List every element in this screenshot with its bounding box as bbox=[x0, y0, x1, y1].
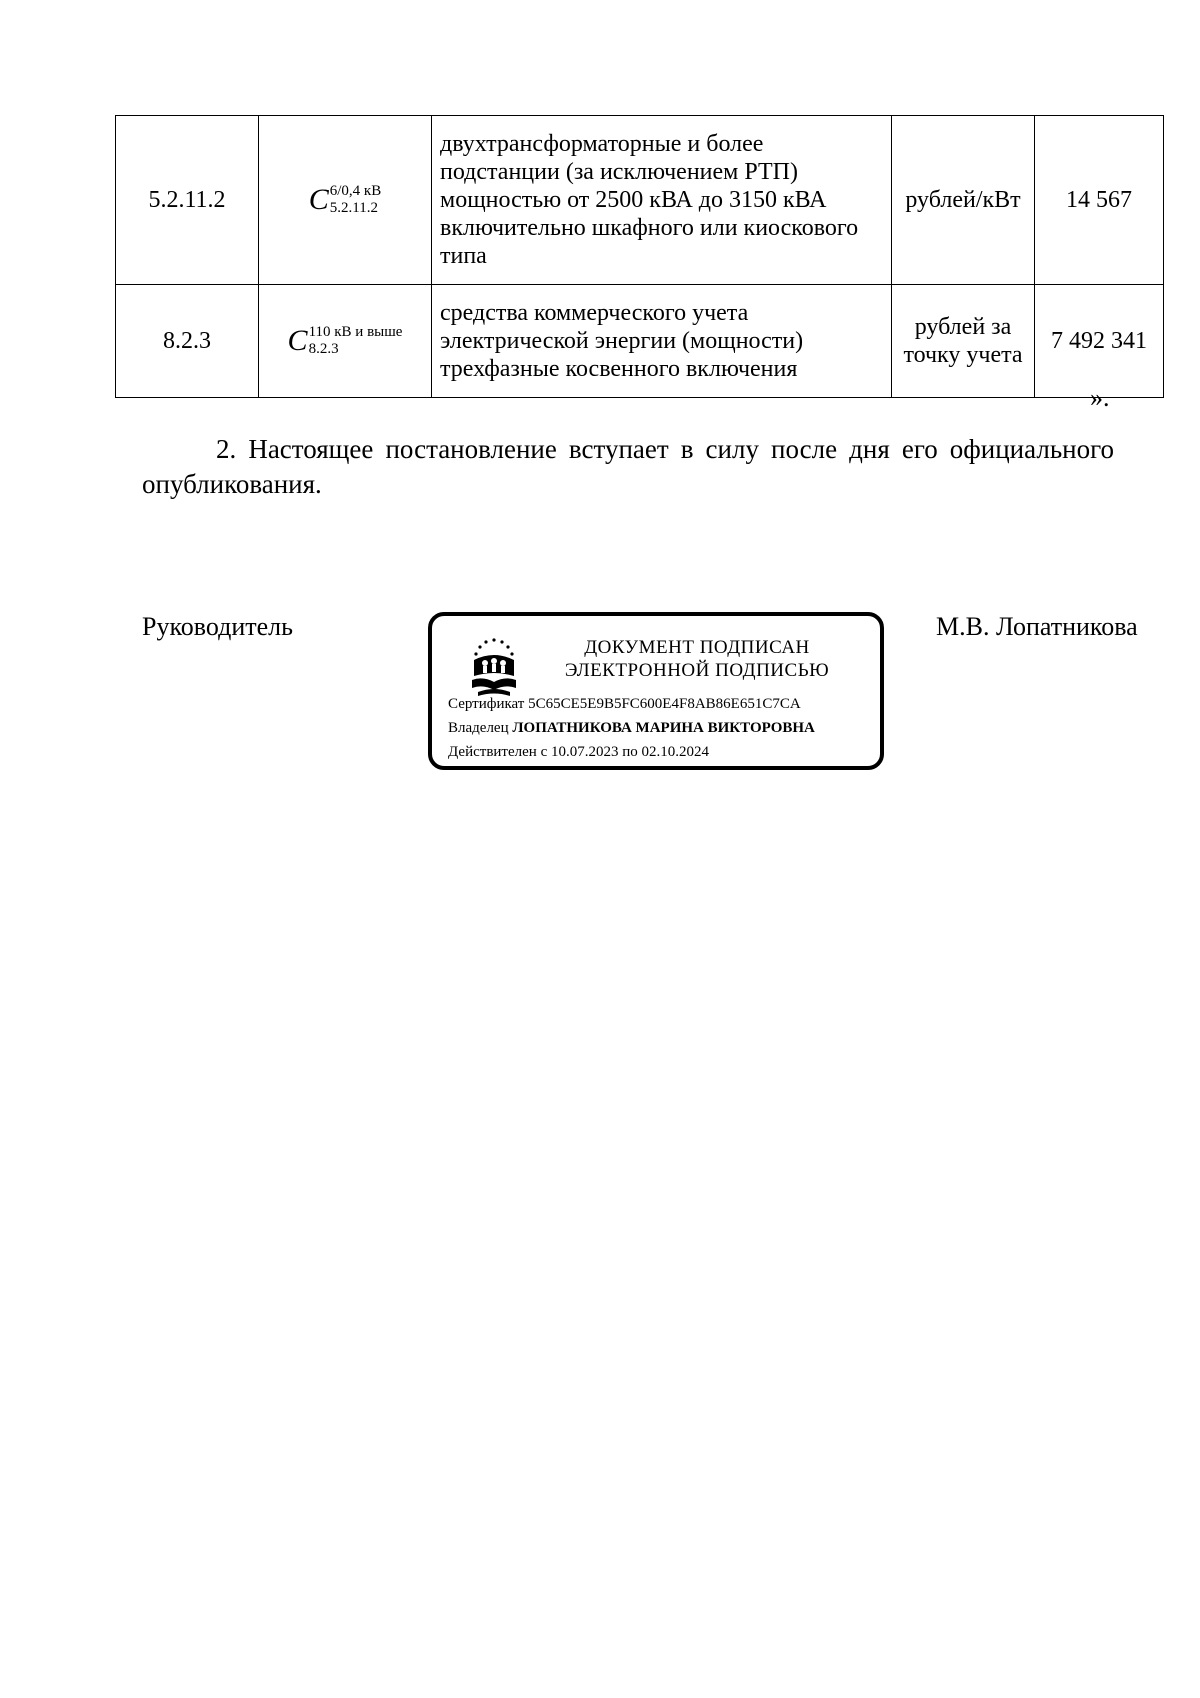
coat-of-arms-icon bbox=[468, 636, 520, 700]
valid-label: Действителен bbox=[448, 744, 537, 760]
symbol-superscript: 6/0,4 кВ bbox=[329, 183, 382, 199]
owner-value: ЛОПАТНИКОВА МАРИНА ВИКТОРОВНА bbox=[512, 720, 815, 736]
valid-from: 10.07.2023 bbox=[550, 744, 619, 760]
row-unit: рублей/кВт bbox=[892, 116, 1035, 285]
table-row bbox=[116, 116, 1164, 285]
valid-to-label: по bbox=[622, 744, 638, 760]
stamp-owner-line bbox=[448, 720, 815, 737]
valid-to: 02.10.2024 bbox=[641, 744, 710, 760]
stamp-certificate-line bbox=[448, 696, 801, 713]
owner-label: Владелец bbox=[448, 720, 509, 736]
symbol-letter: C bbox=[308, 183, 329, 216]
closing-quote: ». bbox=[1090, 383, 1110, 412]
tariff-table bbox=[115, 115, 1164, 398]
electronic-signature-stamp bbox=[428, 612, 884, 770]
signer-role: Руководитель bbox=[142, 612, 293, 641]
symbol-subscript: 8.2.3 bbox=[308, 341, 339, 357]
stamp-title bbox=[542, 636, 852, 682]
row-unit: рублей за точку учета bbox=[892, 285, 1035, 398]
rate-symbol bbox=[288, 324, 403, 358]
rate-symbol bbox=[309, 183, 381, 217]
stamp-title-line: ДОКУМЕНТ ПОДПИСАН bbox=[584, 637, 810, 658]
stamp-title-line: ЭЛЕКТРОННОЙ ПОДПИСЬЮ bbox=[564, 660, 830, 681]
row-number: 5.2.11.2 bbox=[116, 116, 259, 285]
row-description: средства коммерческого учета электрической энергии (мощности) трехфазные косвенного включения bbox=[432, 285, 892, 398]
resolution-paragraph: 2. Настоящее постановление вступает в силу после дня его официального опубликования. bbox=[142, 434, 1114, 499]
row-value: 7 492 341 bbox=[1035, 285, 1164, 398]
certificate-label: Сертификат bbox=[448, 696, 525, 712]
rate-symbol-cell bbox=[259, 116, 432, 285]
row-number: 8.2.3 bbox=[116, 285, 259, 398]
certificate-value: 5C65CE5E9B5FC600E4F8AB86E651C7CA bbox=[528, 696, 801, 712]
symbol-subscript: 5.2.11.2 bbox=[329, 200, 378, 216]
row-description: двухтрансформаторные и более подстанции (за исключением РТП) мощностью от 2500 кВА до 3150 кВА включительно шкафного или киоскового типа bbox=[432, 116, 892, 285]
symbol-superscript: 110 кВ и выше bbox=[308, 324, 403, 340]
valid-from-label: с bbox=[540, 744, 548, 760]
table-row bbox=[116, 285, 1164, 398]
rate-symbol-cell bbox=[259, 285, 432, 398]
stamp-validity-line bbox=[448, 744, 709, 761]
symbol-letter: C bbox=[287, 324, 308, 357]
row-value: 14 567 bbox=[1035, 116, 1164, 285]
signer-name: М.В. Лопатникова bbox=[936, 612, 1138, 641]
